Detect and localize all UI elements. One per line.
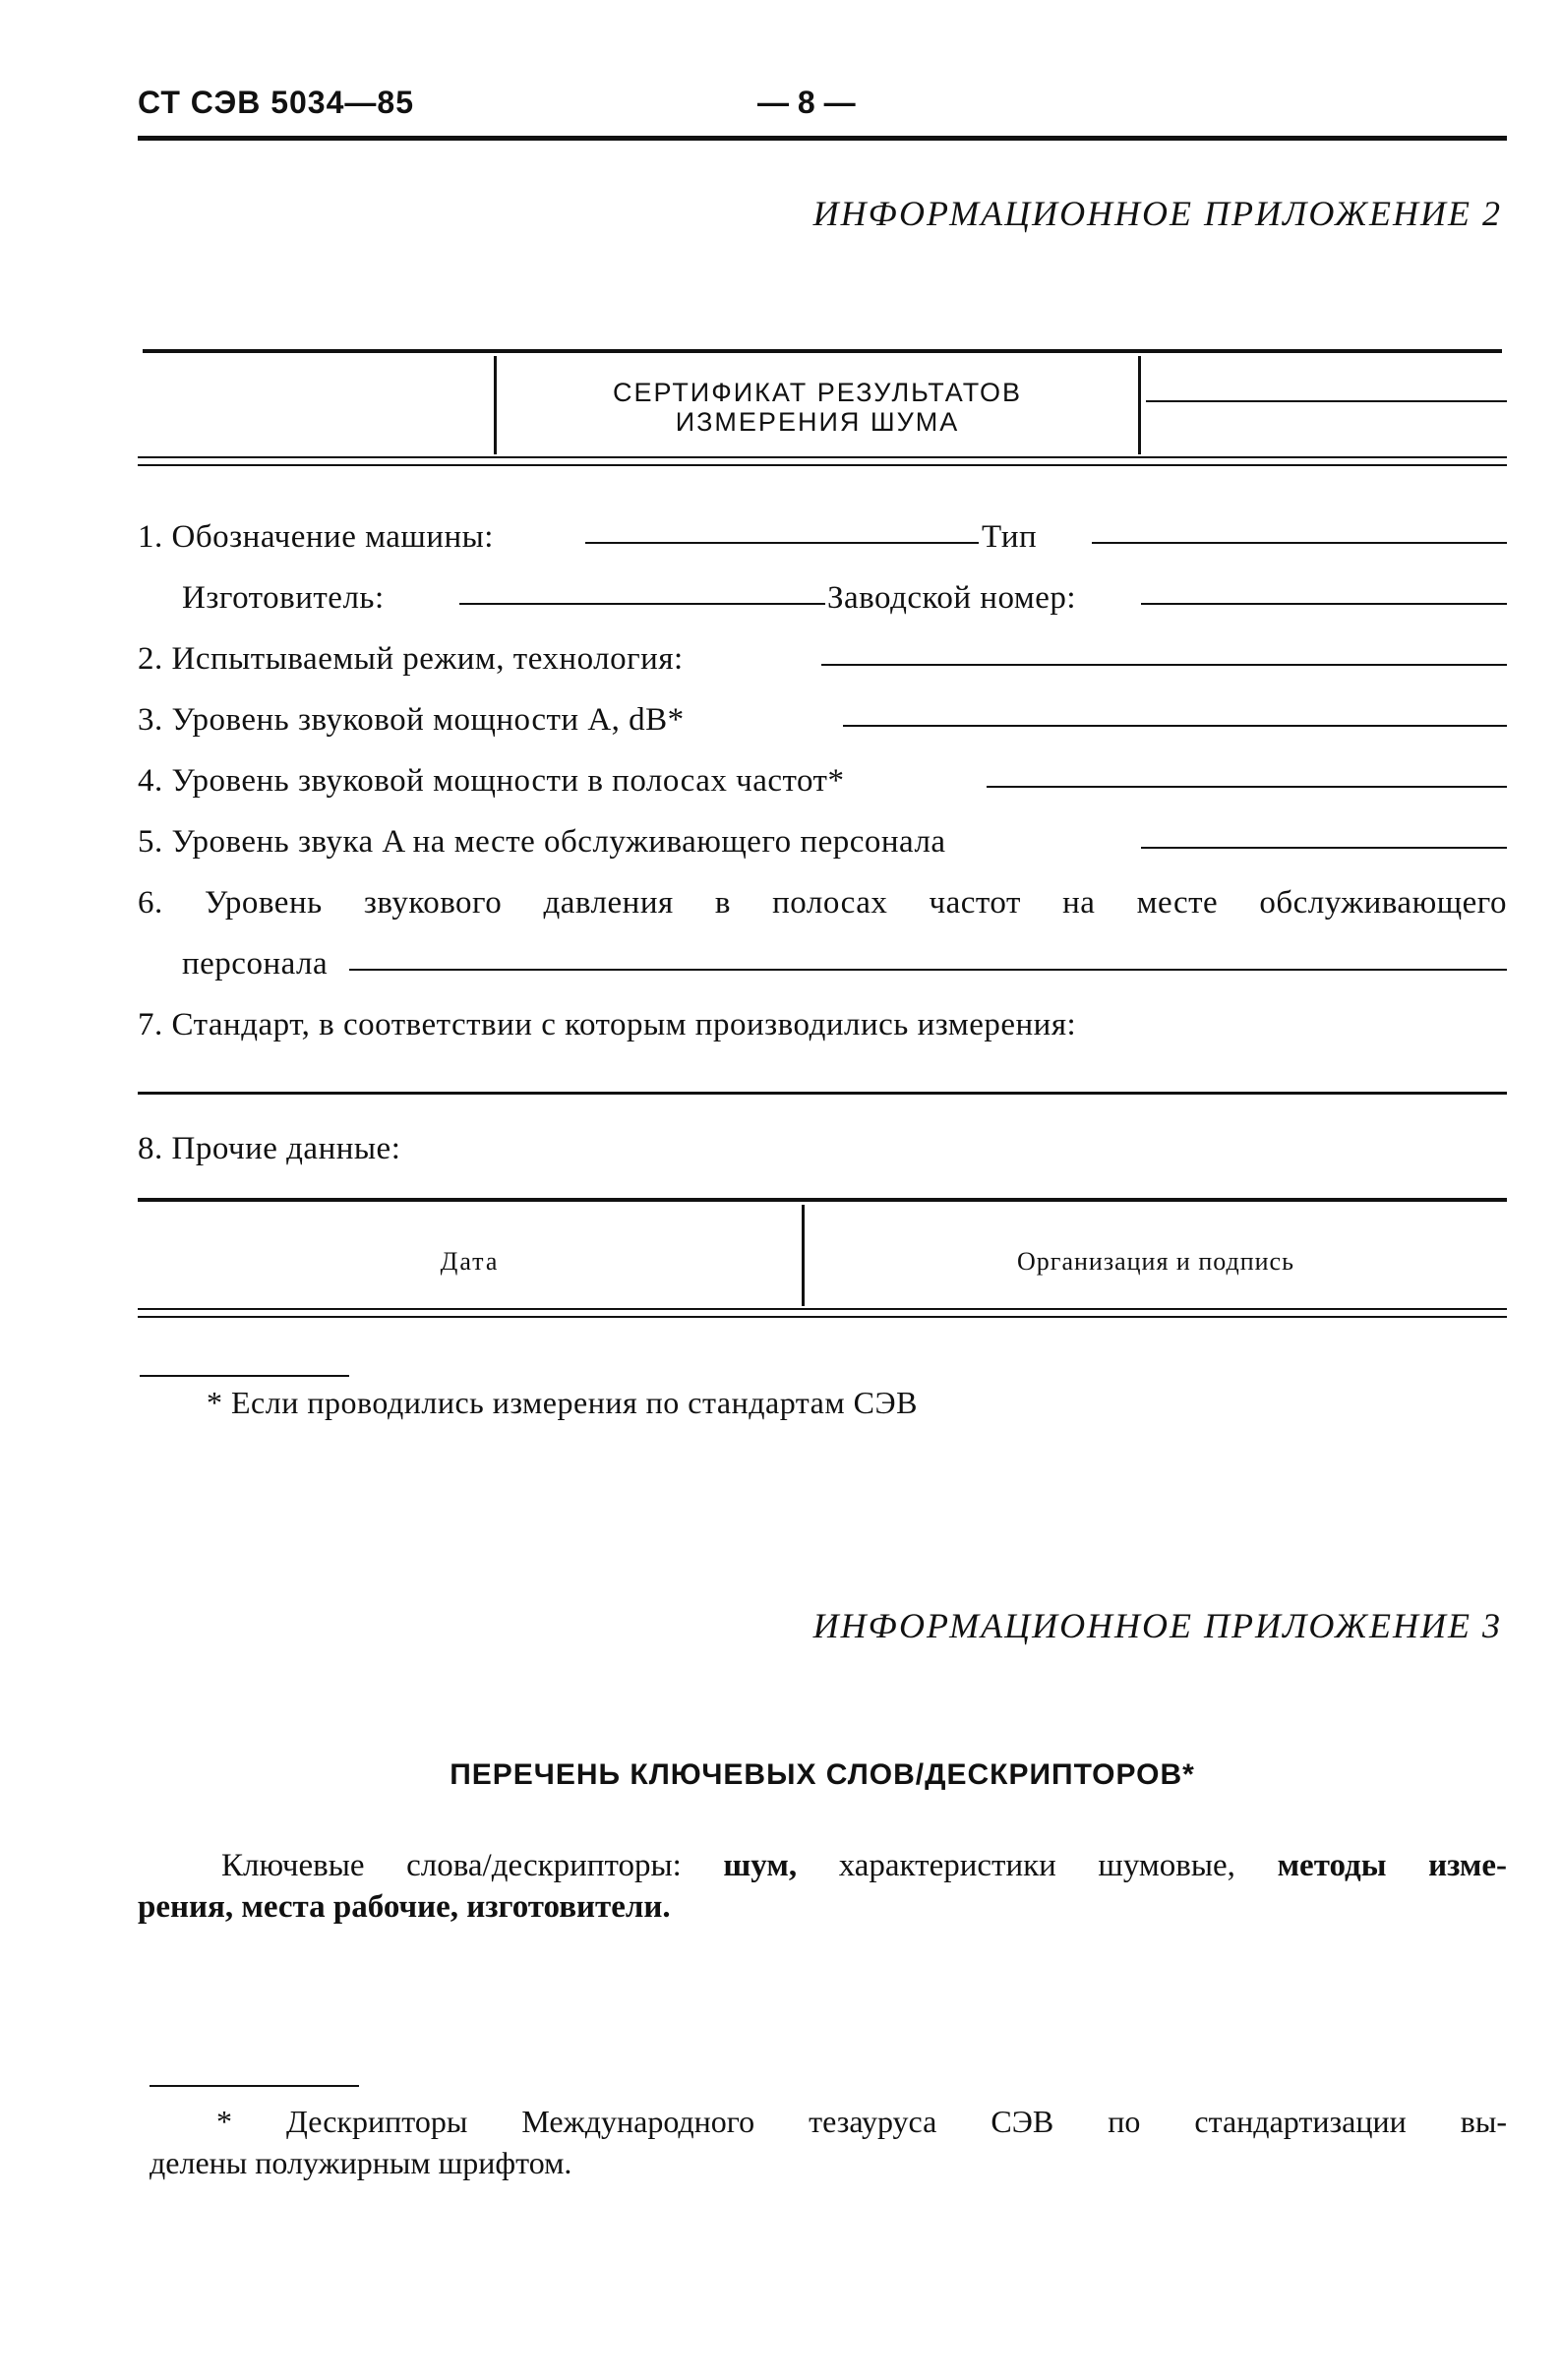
keyword-methods: методы изме- xyxy=(1277,1848,1508,1883)
date-label: Дата xyxy=(440,1247,500,1276)
keyword-characteristics: характеристики шумовые, xyxy=(838,1848,1235,1883)
keyword-noise: шум, xyxy=(723,1848,798,1883)
item-3-label: 3. Уровень звуковой мощности A, dB* xyxy=(138,702,685,738)
standard-code: СТ СЭВ 5034—85 xyxy=(138,85,414,120)
footnote-rule-1 xyxy=(140,1375,349,1377)
item-1-serial-field-line xyxy=(1141,603,1507,605)
signature-bottom-rule-1 xyxy=(138,1308,1507,1310)
item-1-maker-field-line xyxy=(459,603,825,605)
cert-bottom-rule-1 xyxy=(138,456,1507,458)
item-1-type-label: Тип xyxy=(982,519,1038,555)
keywords-line-2-text: рения, места рабочие, изготовители. xyxy=(138,1889,671,1925)
cert-top-rule xyxy=(143,349,1502,353)
item-2-label: 2. Испытываемый режим, технология: xyxy=(138,641,684,677)
item-6-field-line xyxy=(349,969,1507,971)
page-number: — 8 — xyxy=(757,85,856,120)
item-8-label: 8. Прочие данные: xyxy=(138,1131,401,1166)
item-1-type-field-line xyxy=(1092,542,1507,544)
item-3-field-line xyxy=(843,725,1507,727)
keywords-list-title: ПЕРЕЧЕНЬ КЛЮЧЕВЫХ СЛОВ/ДЕСКРИПТОРОВ* xyxy=(450,1758,1195,1791)
item-5-field-line xyxy=(1141,847,1507,849)
item-1-serial-label: Заводской номер: xyxy=(827,580,1077,616)
keywords-line-1 xyxy=(138,1845,1507,1886)
certificate-title-line-1: СЕРТИФИКАТ РЕЗУЛЬТАТОВ xyxy=(613,378,1022,407)
footnote-rule-2 xyxy=(150,2085,359,2087)
cert-divider-right xyxy=(1138,356,1141,454)
item-1-label: 1. Обозначение машины: xyxy=(138,519,494,555)
cert-right-field-line xyxy=(1146,400,1507,402)
footnote-3-line-1: * Дескрипторы Международного тезауруса СЭВ по стандартизации вы- xyxy=(216,2104,1507,2139)
signature-bottom-rule-2 xyxy=(138,1316,1507,1318)
item-1-maker-label: Изготовитель: xyxy=(182,580,385,616)
item-5-label: 5. Уровень звука A на месте обслуживающего персонала xyxy=(138,824,946,860)
item-1-field-line xyxy=(585,542,979,544)
item-7-label: 7. Стандарт, в соответствии с которым производились измерения: xyxy=(138,1007,1077,1042)
footnote-appendix-2: * Если проводились измерения по стандартам СЭВ xyxy=(207,1385,918,1420)
item-4-field-line xyxy=(987,786,1507,788)
header-rule xyxy=(138,136,1507,141)
keywords-line-2 xyxy=(138,1886,1507,1928)
certificate-title-line-2: ИЗМЕРЕНИЯ ШУМА xyxy=(675,407,960,437)
item-6-continuation: персонала xyxy=(182,946,329,982)
keywords-paragraph xyxy=(138,1845,1507,1928)
organization-signature-label: Организация и подпись xyxy=(1017,1247,1294,1276)
item-6-label: 6. Уровень звукового давления в полосах частот на месте обслуживающего xyxy=(138,885,1507,921)
item-2-field-line xyxy=(821,664,1507,666)
keywords-intro: Ключевые слова/дескрипторы: xyxy=(221,1848,682,1883)
signature-top-rule xyxy=(138,1198,1507,1202)
item-4-label: 4. Уровень звуковой мощности в полосах частот* xyxy=(138,763,845,799)
item-7-field-line xyxy=(138,1092,1507,1095)
certificate-title xyxy=(497,378,1138,437)
appendix-3-title: ИНФОРМАЦИОННОЕ ПРИЛОЖЕНИЕ 3 xyxy=(812,1606,1502,1645)
footnote-3-line-2: делены полужирным шрифтом. xyxy=(150,2145,572,2180)
cert-bottom-rule-2 xyxy=(138,464,1507,466)
footnote-appendix-3 xyxy=(150,2101,1507,2183)
appendix-2-title: ИНФОРМАЦИОННОЕ ПРИЛОЖЕНИЕ 2 xyxy=(812,194,1502,233)
